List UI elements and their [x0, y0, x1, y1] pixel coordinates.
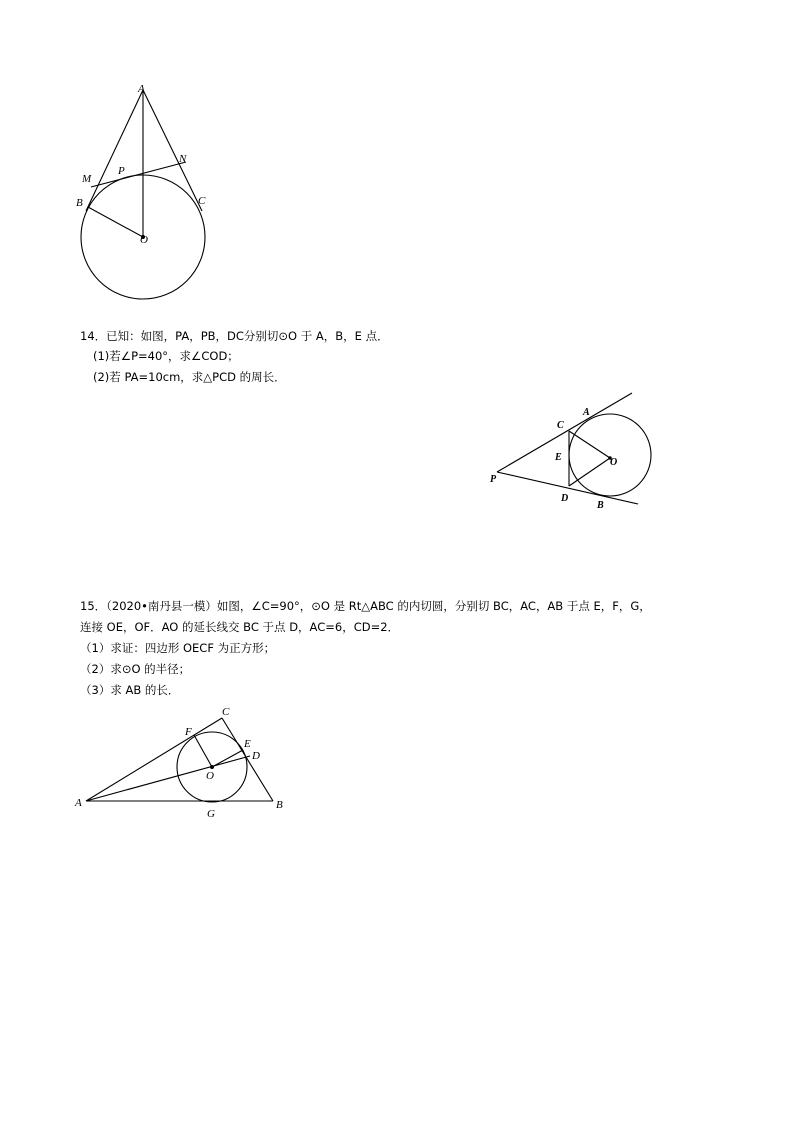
problem-15-part-3: （3）求 AB 的长． — [80, 683, 180, 697]
label-a: A — [138, 83, 145, 95]
label-g: G — [207, 808, 215, 820]
figure-15-canvas — [70, 700, 300, 825]
problem-14-part-2: (2)若 PA=10cm，求△PCD 的周长． — [93, 370, 286, 384]
side-ac — [86, 718, 222, 801]
tangent-ac — [143, 90, 202, 211]
label-f: F — [185, 726, 192, 738]
label-p: P — [118, 165, 125, 177]
label-b: B — [597, 500, 604, 511]
figure-14 — [480, 385, 650, 515]
label-o: O — [610, 457, 618, 468]
segment-ob — [88, 207, 143, 237]
side-cb — [222, 718, 273, 801]
label-e: E — [244, 738, 251, 750]
label-b: B — [276, 799, 283, 811]
segment-od — [569, 458, 610, 486]
label-a: A — [75, 797, 82, 809]
segment-ad — [86, 756, 250, 801]
label-c: C — [557, 420, 564, 431]
label-m: M — [82, 173, 92, 185]
label-a: A — [583, 407, 590, 418]
center-o-dot — [210, 765, 214, 769]
tangent-ab — [86, 90, 143, 211]
label-o: O — [140, 234, 148, 246]
segment-oc — [569, 431, 610, 458]
label-c: C — [222, 706, 230, 718]
label-d: D — [252, 750, 260, 762]
circle-o — [569, 414, 651, 496]
problem-14-part-1: (1)若∠P=40°，求∠COD； — [93, 349, 239, 363]
label-d: D — [561, 493, 569, 504]
label-b: B — [76, 197, 83, 209]
problem-15-stem-continued: 连接 OE，OF．AO 的延长线交 BC 于点 D，AC=6，CD=2． — [80, 620, 400, 634]
label-c: C — [198, 195, 206, 207]
label-n: N — [179, 153, 187, 165]
problem-14-stem: 14．已知：如图，PA，PB，DC分别切⊙O 于 A，B，E 点． — [80, 329, 389, 343]
figure-13-canvas — [70, 80, 220, 305]
label-e: E — [555, 452, 562, 463]
segment-of — [194, 735, 212, 767]
segment-oe — [212, 750, 243, 767]
problem-15-part-1: （1）求证：四边形 OECF 为正方形； — [80, 641, 276, 655]
label-o: O — [206, 770, 214, 782]
label-p: P — [490, 474, 497, 485]
figure-13 — [70, 80, 220, 305]
tangent-mn — [91, 162, 186, 187]
problem-15-part-2: （2）求⊙O 的半径； — [80, 662, 191, 676]
figure-14-canvas — [480, 385, 650, 515]
figure-15 — [70, 700, 300, 825]
problem-15-stem: 15．（2020•南丹县一模）如图，∠C=90°，⊙O 是 Rt△ABC 的内切圆，分别切 BC，AC，AB 于点 E，F，G， — [80, 599, 651, 613]
